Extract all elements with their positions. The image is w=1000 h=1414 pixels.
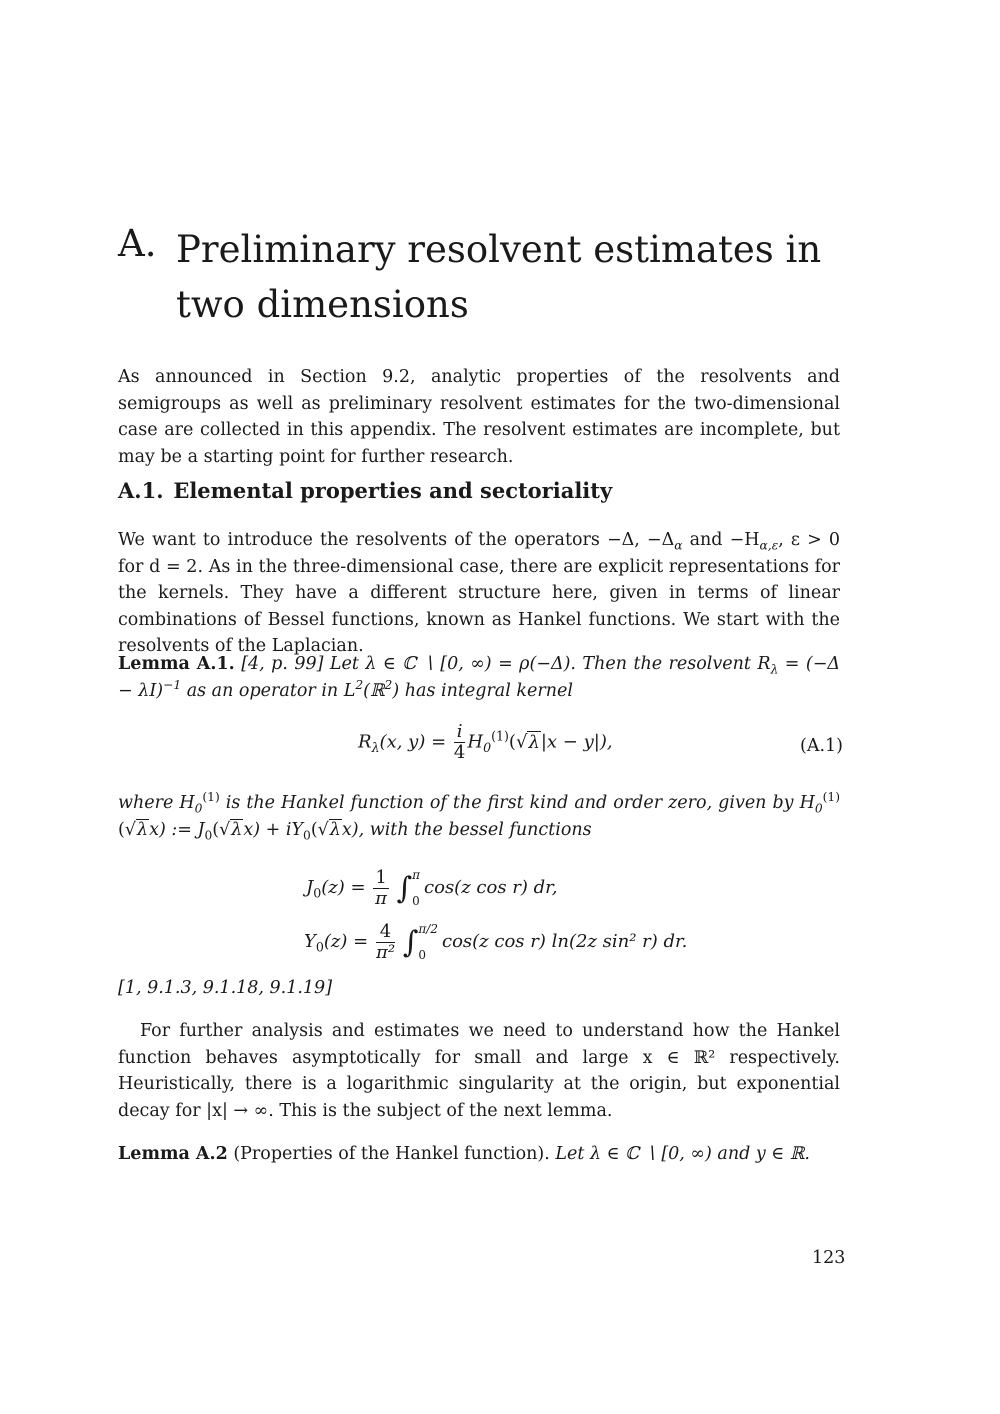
bessel-y-arg: (z) = [323, 931, 369, 952]
hankel-lambda-3: λ [329, 819, 341, 840]
eq-frac-den: 4 [453, 742, 466, 763]
bessel-j-sub: 0 [313, 885, 322, 901]
bessel-j-arg: (z) = [321, 877, 366, 898]
eq-lhs-args: (x, y) = [379, 731, 447, 753]
section-text-1: We want to introduce the resolvents of the operators −Δ, −Δ [118, 530, 675, 550]
analysis-paragraph: For further analysis and estimates we need to understand how the Hankel function behaves asymptotically for small and large x ∈ ℝ² respectively. Heuristically, there is a logarithmic singularity at the origin, but exponential decay for |x| → ∞. This is the subject of the next lemma. [118, 1021, 840, 1121]
hankel-text-1: where H [118, 793, 195, 813]
hankel-definition: where $H_0^{(1)}$ is the Hankel function of the first kind and order zero, given by $H_0^{(1)}(√\lambda x)$ := $J_0(√\lambda x) + iY_0(√\lambda x)$, with the bessel functions [118, 790, 840, 842]
eq-hankel: H [467, 731, 484, 753]
superscript-minus-one: −1 [163, 677, 182, 692]
bessel-y-upper: π/2 [418, 922, 438, 936]
equation-a1: $R_\lambda(x$, y) = $\frac{i}{4}$ $H_0^{(1)}(√\lambda|x - y|)$, [358, 721, 613, 763]
hankel-sup-1b: (1) [822, 790, 840, 805]
section-text-2: and −H [682, 530, 760, 550]
lemma-a2-label: Lemma A.2 [118, 1144, 228, 1164]
eq-hankel-sup: (1) [491, 728, 509, 744]
bessel-y-sub: 0 [315, 939, 324, 955]
bessel-j-lhs: J [306, 877, 314, 898]
hankel-text-5: x) + iY [243, 819, 304, 840]
eq-frac-num: i [454, 722, 465, 743]
bessel-y-lower: 0 [418, 948, 427, 962]
bessel-j-limits [412, 862, 420, 914]
section-paragraph [118, 527, 840, 660]
lemma-a1-text-1: Let λ ∈ ℂ ∖ [0, ∞) = ρ(−Δ). Then the resolvent R [323, 654, 771, 674]
bessel-j-upper: π [412, 868, 421, 882]
eq-hankel-sub: 0 [483, 740, 492, 756]
lemma-a1-text-3: as an operator in L [181, 680, 356, 701]
lemma-a2 [118, 1141, 840, 1168]
section-heading [118, 478, 612, 503]
section-text-3: , ε > 0 for d = 2. As in the three-dimensional case, there are explicit representations for the kernels. They have a different structure here, given in terms of linear combinations of Bessel functions, known as Hankel functions. We start with the resolvents of the Laplacian. [118, 530, 840, 656]
superscript-two-b: 2 [384, 677, 393, 692]
bessel-y-equation [304, 916, 687, 968]
lemma-a1-label: Lemma A.1. [118, 654, 235, 674]
hankel-text-2: is the Hankel function of the first kind and order zero, given by H [219, 793, 815, 813]
section-title: Elemental properties and sectoriality [173, 478, 613, 503]
citation: [1, 9.1.3, 9.1.18, 9.1.19] [118, 978, 333, 998]
page-number: 123 [812, 1248, 846, 1268]
section-number: A.1. [118, 478, 164, 503]
bessel-y-integrand: cos(z cos r) ln(2z sin² r) dr. [441, 931, 688, 952]
eq-lhs-sub: λ [371, 740, 380, 756]
lemma-a1-text-2: = (−Δ − λI) [118, 654, 841, 701]
hankel-text-3: x) := [149, 819, 192, 840]
eq-arg-rest: |x − y|), [540, 731, 613, 753]
chapter-title: Preliminary resolvent estimates in two dimensions [176, 228, 822, 326]
hankel-lambda-1: λ [136, 819, 149, 840]
lemma-a2-text: Let λ ∈ ℂ ∖ [0, ∞) and y ∈ ℝ. [549, 1144, 810, 1164]
lemma-a1 [118, 651, 840, 704]
eq-paren: ( [508, 731, 516, 753]
lemma-a2-name: (Properties of the Hankel function). [227, 1144, 550, 1164]
bessel-j-lower: 0 [412, 894, 420, 908]
bessel-y-lhs: Y [304, 931, 316, 952]
hankel-text-4: J [197, 819, 205, 840]
bessel-y-fraction [376, 922, 395, 963]
hankel-paren-2: ( [212, 819, 220, 840]
bessel-j-num: 1 [375, 866, 387, 888]
lemma-a1-text-4: (ℝ [363, 680, 385, 701]
hankel-lambda-2: λ [231, 819, 243, 840]
hankel-paren-1: ( [118, 819, 125, 840]
hankel-paren-3: ( [310, 819, 318, 840]
eq-lhs: R [358, 731, 372, 753]
bessel-j-den: π [375, 887, 387, 909]
integral-sign: ∫ [402, 924, 419, 960]
hankel-text-6: x), with the bessel functions [341, 819, 592, 840]
bessel-j-fraction [373, 868, 388, 909]
subscript-alpha: α [674, 538, 683, 553]
chapter-number: A. [118, 222, 157, 265]
subscript-alpha-eps: α,ε [759, 538, 779, 553]
hankel-sub-0b: 0 [814, 801, 823, 816]
bessel-y-num: 4 [376, 922, 395, 943]
intro-paragraph: As announced in Section 9.2, analytic properties of the resolvents and semigroups as well as preliminary resolvent estimates for the two-dimensional case are collected in this appendix. The resolvent estimates are incomplete, but may be a starting point for further research. [118, 367, 840, 467]
eq-fraction [454, 722, 465, 763]
bessel-y-den: π² [375, 941, 396, 963]
hankel-sub-0d: 0 [303, 828, 311, 842]
hankel-sub-0: 0 [194, 801, 203, 816]
lemma-a1-text-5: ) has integral kernel [392, 680, 573, 701]
hankel-sub-0c: 0 [204, 828, 213, 842]
bessel-j-equation [306, 862, 558, 914]
eq-sqrt-content: λ [528, 731, 540, 753]
lemma-a1-ref: [4, p. 99] [241, 654, 324, 674]
superscript-two: 2 [355, 677, 364, 692]
subscript-lambda: λ [770, 662, 779, 677]
equation-label: (A.1) [800, 736, 843, 756]
integral-sign: ∫ [396, 870, 413, 906]
bessel-j-integrand: cos(z cos r) dr, [424, 877, 558, 898]
bessel-y-limits [418, 916, 438, 968]
hankel-sup-1: (1) [202, 790, 220, 805]
